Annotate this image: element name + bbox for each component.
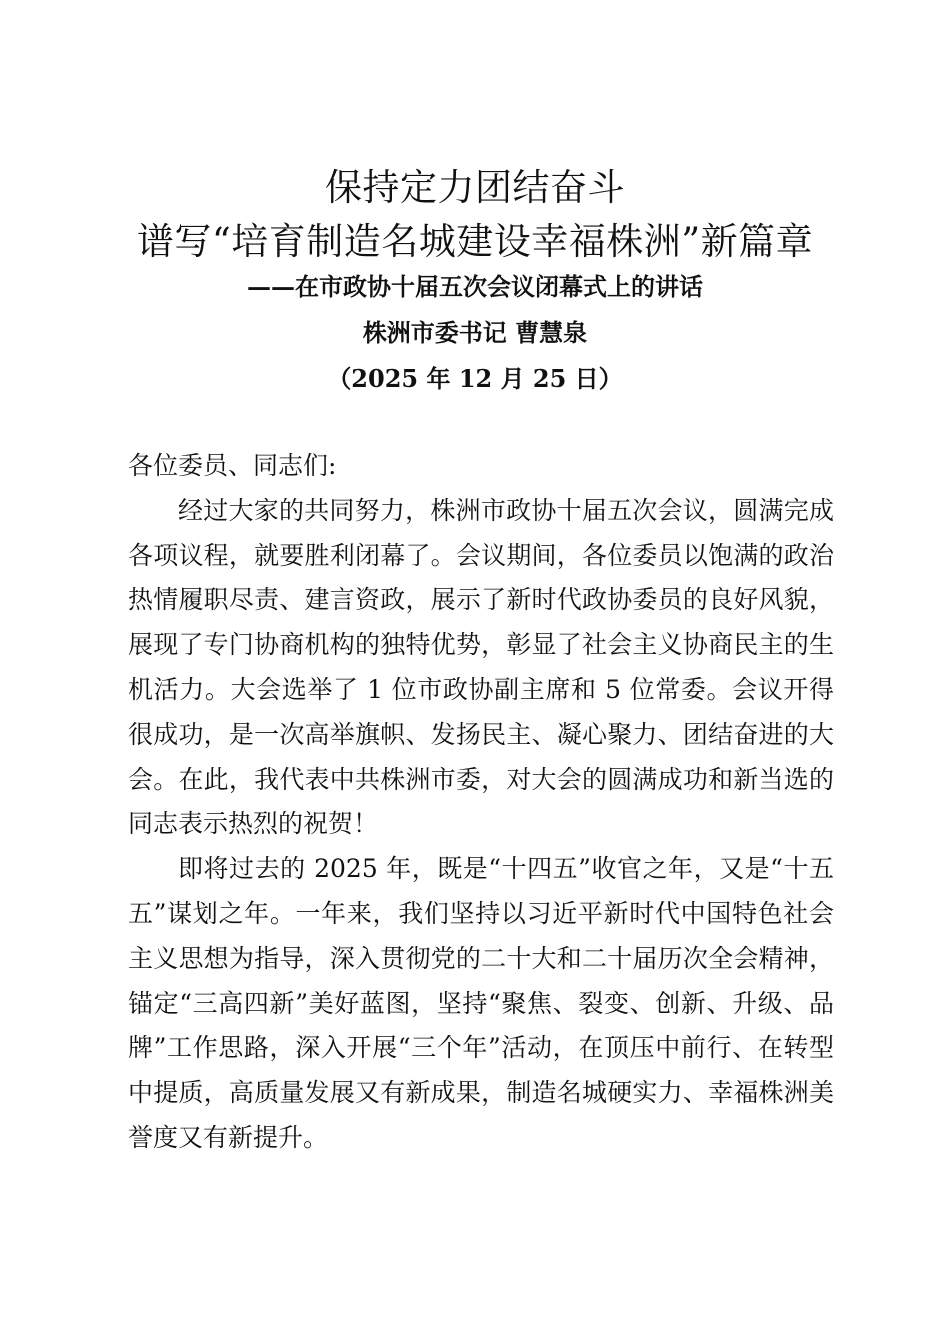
paragraph-2: 即将过去的 2025 年，既是“十四五”收官之年，又是“十五五”谋划之年。一年来，我们坚持以习近平新时代中国特色社会主义思想为指导，深入贯彻党的二十大和二十届历次全会精神，锚定“三高四新”美好蓝图，坚持“聚焦、裂变、创新、升级、品牌”工作思路，深入开展“三个年”活动，在顶压中前行、在转型中提质，高质量发展又有新成果，制造名城硬实力、幸福株洲美誉度又有新提升。 (128, 854, 834, 1152)
subtitle: ——在市政协十届五次会议闭幕式上的讲话 (247, 272, 703, 301)
title-line-2: 谱写“培育制造名城建设幸福株洲”新篇章 (136, 220, 814, 263)
salutation: 各位委员、同志们: (128, 451, 337, 480)
date-line: （2025 年 12 月 25 日） (327, 364, 623, 393)
author-line: 株洲市委书记 曹慧泉 (362, 318, 588, 347)
speech-body (128, 444, 834, 1161)
title-line-1: 保持定力团结奋斗 (325, 166, 625, 209)
paragraph-1: 经过大家的共同努力，株洲市政协十届五次会议，圆满完成各项议程，就要胜利闭幕了。会议期间，各位委员以饱满的政治热情履职尽责、建言资政，展示了新时代政协委员的良好风貌，展现了专门协商机构的独特优势，彰显了社会主义协商民主的生机活力。大会选举了 1 位市政协副主席和 5 位常委。会议开得很成功，是一次高举旗帜、发扬民主、凝心聚力、团结奋进的大会。在此，我代表中共株洲市委，对大会的圆满成功和新当选的同志表示热烈的祝贺！ (128, 495, 834, 839)
title-block (0, 162, 950, 394)
